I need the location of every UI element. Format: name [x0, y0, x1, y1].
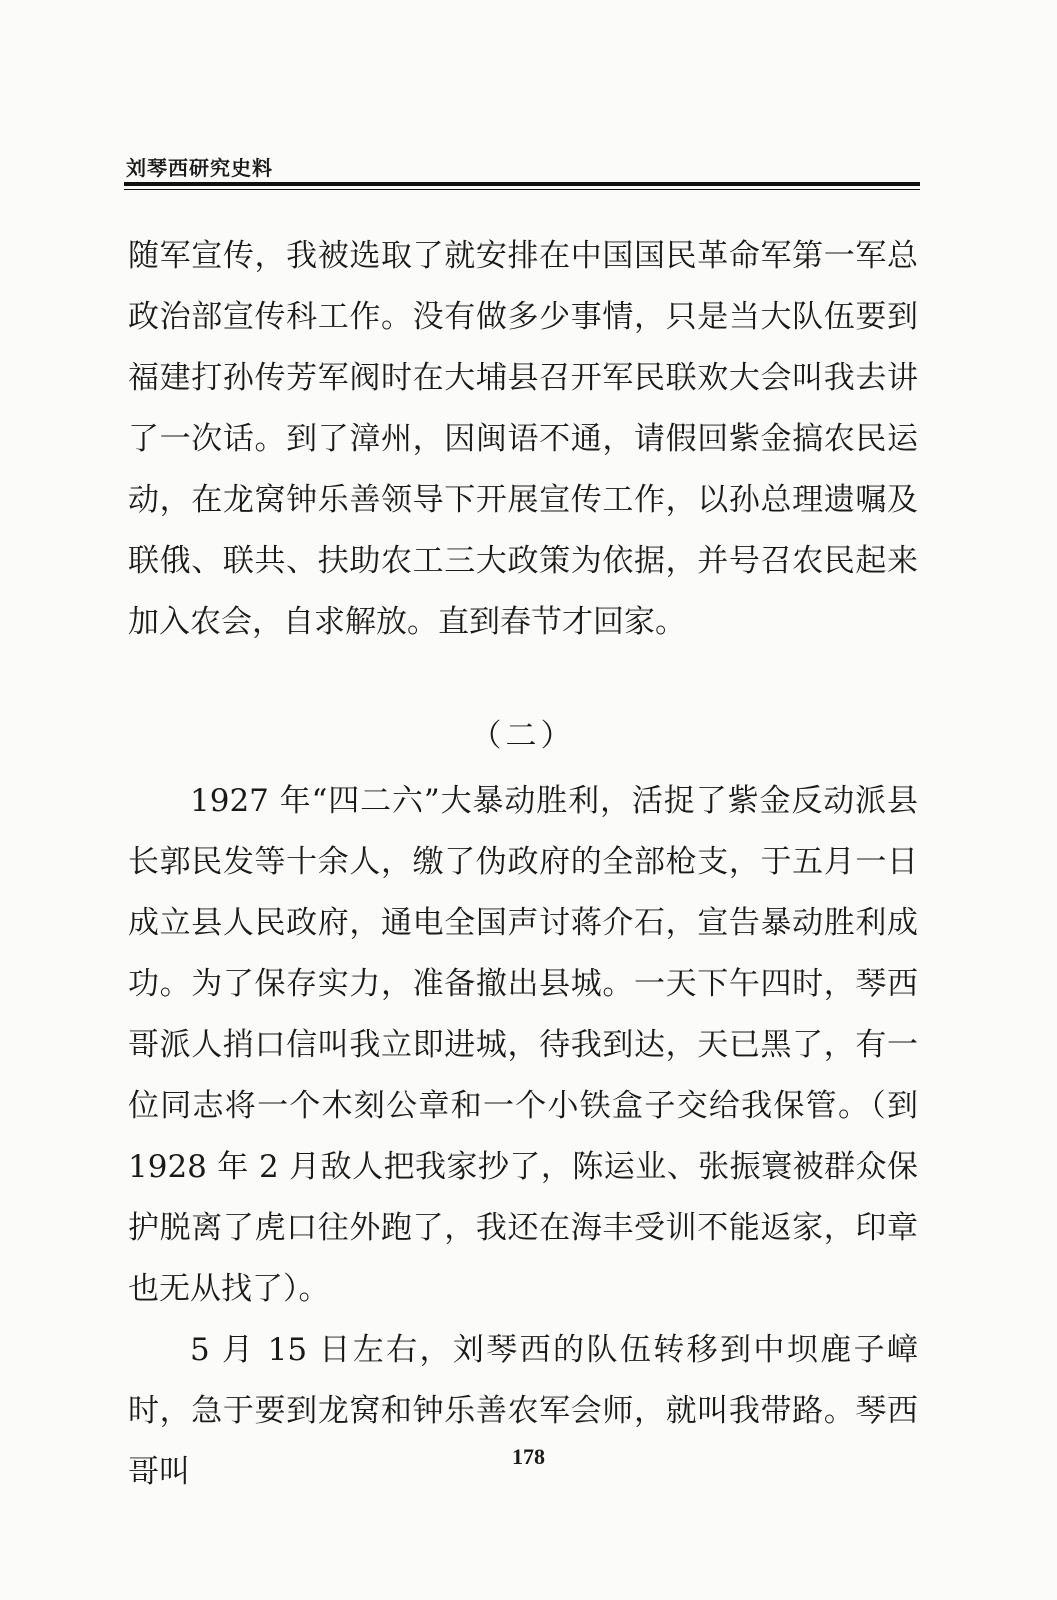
- section-heading: （二）: [470, 718, 576, 754]
- text-block-section-two: [128, 771, 918, 1503]
- paragraph: 1927 年“四二六”大暴动胜利，活捉了紫金反动派县长郭民发等十余人，缴了伪政府的全部枪支，于五月一日成立县人民政府，通电全国声讨蒋介石，宣告暴动胜利成功。为了保存实力，准备撤出县城。一天下午四时，琴西哥派人捎口信叫我立即进城，待我到达，天已黑了，有一位同志将一个木刻公章和一个小铁盒子交给我保管。（到 1928 年 2 月敌人把我家抄了，陈运业、张振寰被群众保护脱离了虎口往外跑了，我还在海丰受训不能返家，印章也无从找了）。: [128, 783, 918, 1307]
- page-number: 178: [512, 1444, 545, 1469]
- paragraph-continuation: 随军宣传，我被选取了就安排在中国国民革命军第一军总政治部宣传科工作。没有做多少事情，只是当大队伍要到福建打孙传芳军阀时在大埔县召开军民联欢大会叫我去讲了一次话。到了漳州，因闽语不通，请假回紫金搞农民运动，在龙窝钟乐善领导下开展宣传工作，以孙总理遗嘱及联俄、联共、扶助农工三大政策为依据，并号召农民起来加入农会，自求解放。直到春节才回家。: [128, 238, 918, 640]
- header-rule-thick: [124, 182, 920, 186]
- header-rule-thin: [124, 189, 920, 190]
- text-block-top: [128, 226, 918, 653]
- paragraph: 5 月 15 日左右，刘琴西的队伍转移到中坝鹿子嶂时，急于要到龙窝和钟乐善农军会师，就叫我带路。琴西哥叫: [128, 1332, 918, 1490]
- running-head-title: 刘琴西研究史料: [126, 156, 273, 180]
